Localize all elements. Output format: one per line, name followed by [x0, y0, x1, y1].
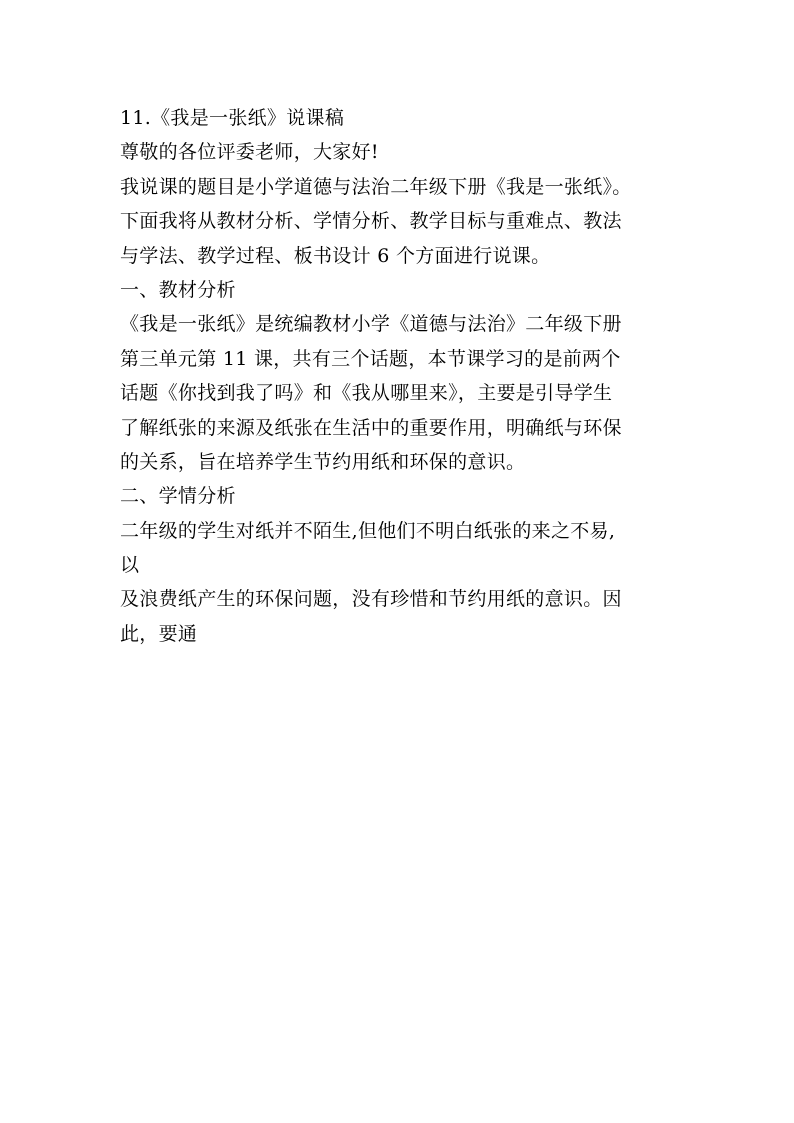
text-line: 第三单元第 11 课，共有三个话题，本节课学习的是前两个: [120, 347, 621, 370]
text-line: 此，要通: [120, 622, 198, 645]
text-line: 及浪费纸产生的环保问题，没有珍惜和节约用纸的意识。因: [120, 588, 622, 611]
text-line: 与学法、教学过程、板书设计 6 个方面进行说课。: [120, 244, 551, 267]
section-heading-textbook-analysis: 一、教材分析: [120, 278, 236, 301]
text-line: 下面我将从教材分析、学情分析、教学目标与重难点、教法: [120, 210, 622, 233]
document-body: [120, 101, 680, 651]
document-title: 11.《我是一张纸》说课稿: [120, 107, 345, 129]
greeting-line: 尊敬的各位评委老师，大家好!: [120, 141, 379, 164]
text-line: 话题《你找到我了吗》和《我从哪里来》，主要是引导学生: [120, 382, 613, 405]
text-line: 我说课的题目是小学道德与法治二年级下册《我是一张纸》。: [120, 175, 632, 198]
section-heading-student-analysis: 二、学情分析: [120, 485, 236, 508]
text-line: 以: [120, 554, 140, 577]
text-line: 了解纸张的来源及纸张在生活中的重要作用，明确纸与环保: [120, 416, 622, 439]
text-line: 二年级的学生对纸并不陌生,但他们不明白纸张的来之不易,: [120, 519, 616, 542]
text-line: 的关系，旨在培养学生节约用纸和环保的意识。: [120, 450, 526, 473]
text-line: 《我是一张纸》是统编教材小学《道德与法治》二年级下册: [120, 313, 622, 336]
